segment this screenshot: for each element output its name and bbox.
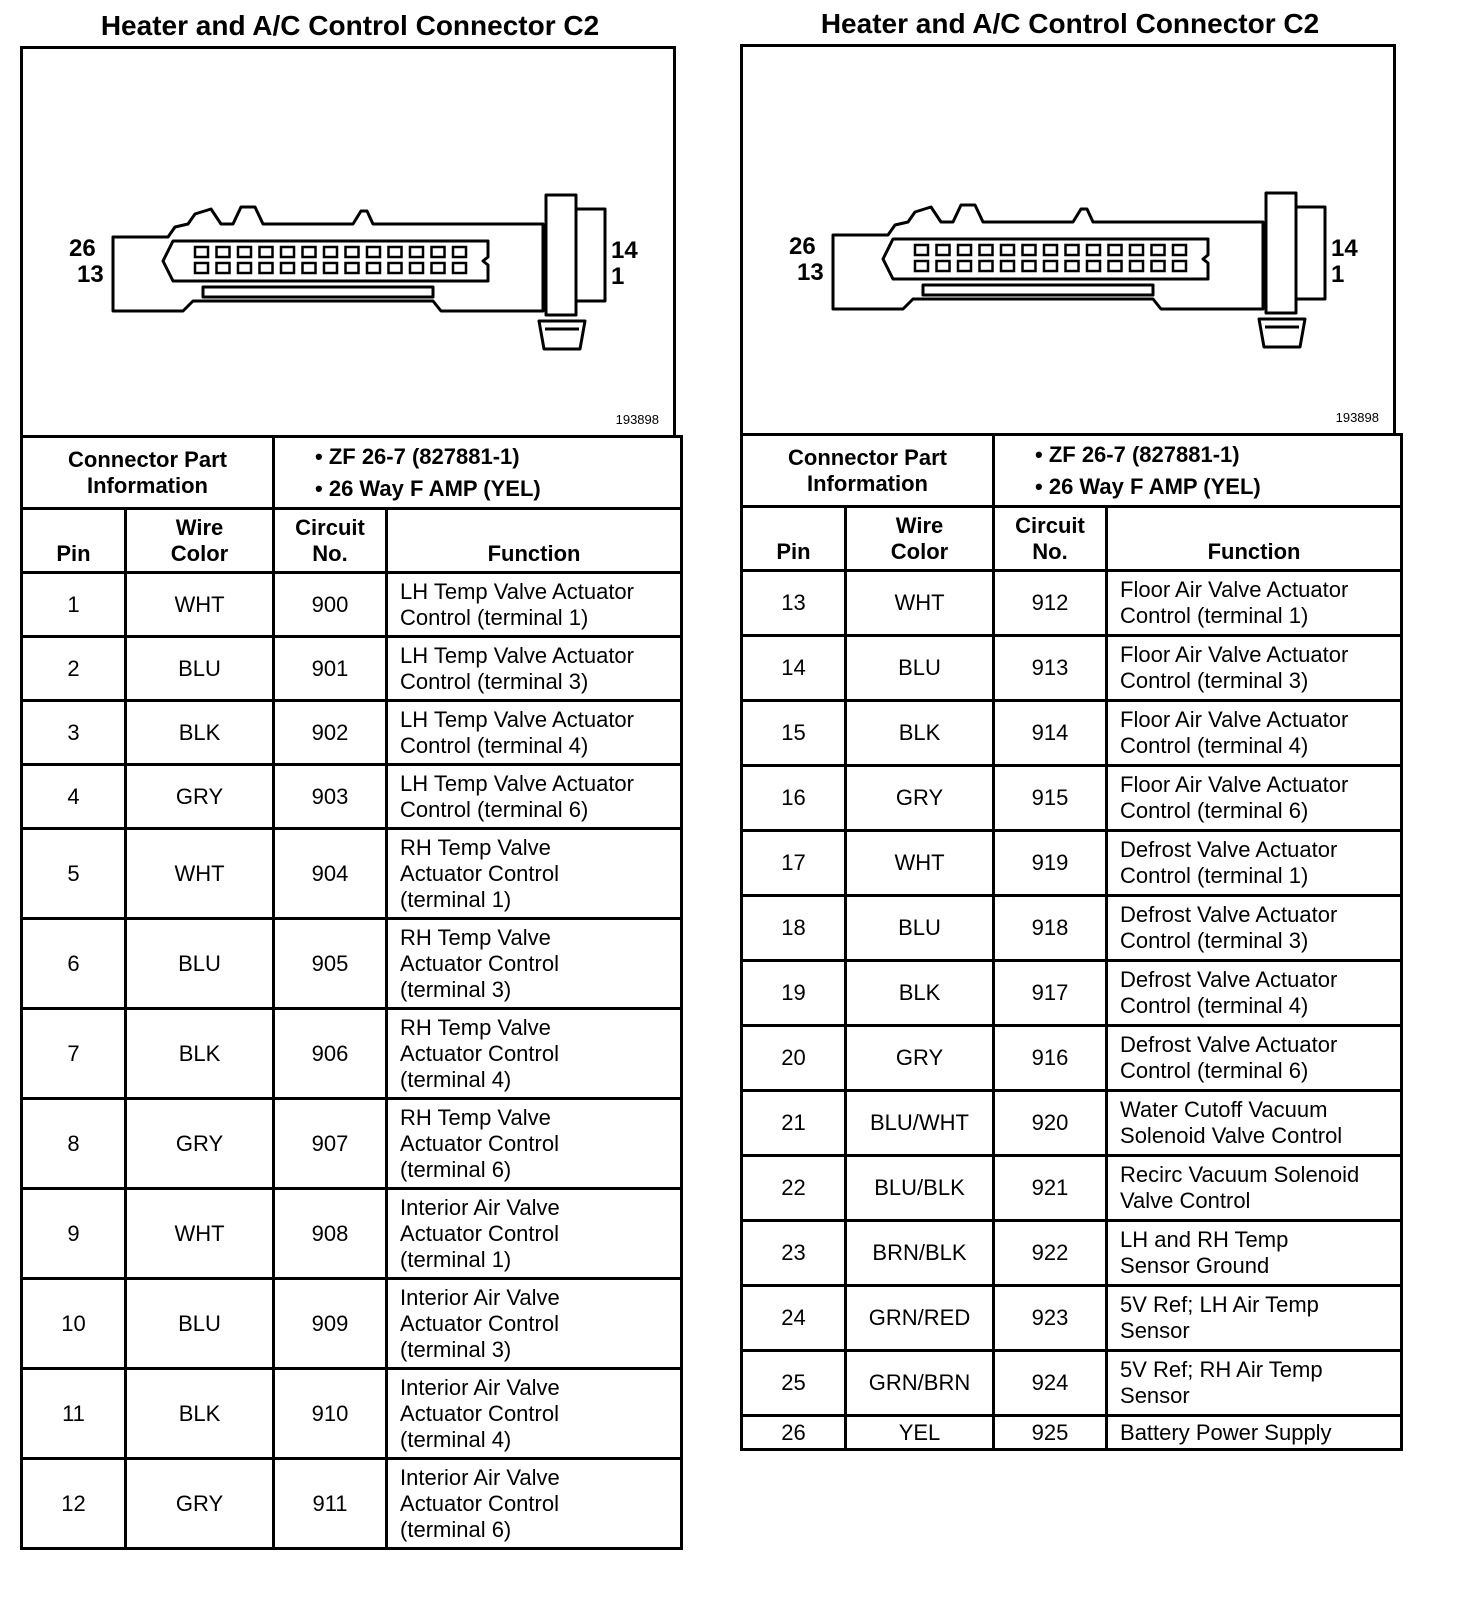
function-cell: LH Temp Valve Actuator Control (terminal 4) [387, 701, 682, 765]
pin-cavity [1087, 245, 1100, 255]
table-row [742, 701, 1402, 766]
pin-cavity [389, 247, 402, 257]
function-cell: Defrost Valve Actuator Control (terminal 6) [1107, 1026, 1402, 1091]
table-row [22, 1099, 682, 1189]
pin-cavity [937, 261, 950, 271]
pin-cavity [453, 263, 466, 273]
function-cell: RH Temp Valve Actuator Control (terminal 3) [387, 919, 682, 1009]
table-row [22, 765, 682, 829]
pin-cavity [195, 247, 208, 257]
pin-cavity [1109, 245, 1122, 255]
circuit-cell: 900 [274, 573, 387, 637]
pin-cavity [1087, 261, 1100, 271]
circuit-cell: 921 [994, 1156, 1107, 1221]
wire-color-cell: WHT [126, 573, 274, 637]
header-wire-color: Wire Color [126, 509, 274, 573]
header-circuit: Circuit No. [274, 509, 387, 573]
circuit-cell: 917 [994, 961, 1107, 1026]
pin-cavity [303, 247, 316, 257]
pin-cell: 18 [742, 896, 846, 961]
figure-code: 193898 [615, 412, 659, 427]
pin-cavity [281, 263, 294, 273]
pinout-table [740, 433, 1403, 1451]
pin-cavity [1023, 245, 1036, 255]
pin-cavity [389, 263, 402, 273]
table-row [742, 831, 1402, 896]
connector-figure [740, 44, 1396, 436]
pin-cell: 20 [742, 1026, 846, 1091]
pin-cell: 7 [22, 1009, 126, 1099]
function-cell: Floor Air Valve Actuator Control (terminal 4) [1107, 701, 1402, 766]
left-panel [20, 0, 680, 1560]
circuit-cell: 903 [274, 765, 387, 829]
circuit-cell: 924 [994, 1351, 1107, 1416]
pin-cavity [367, 247, 380, 257]
function-cell: Water Cutoff Vacuum Solenoid Valve Control [1107, 1091, 1402, 1156]
function-cell: Floor Air Valve Actuator Control (terminal 6) [1107, 766, 1402, 831]
pin-cavity [238, 263, 251, 273]
wire-color-cell: GRN/RED [846, 1286, 994, 1351]
pin-label-26: 26 [789, 233, 816, 260]
header-function: Function [387, 509, 682, 573]
wire-color-cell: BLK [846, 961, 994, 1026]
pin-cell: 24 [742, 1286, 846, 1351]
circuit-cell: 905 [274, 919, 387, 1009]
table-row [742, 571, 1402, 636]
wire-color-cell: GRY [846, 1026, 994, 1091]
table-row [22, 1009, 682, 1099]
wire-color-cell: BLU [126, 919, 274, 1009]
pin-cavity [1066, 261, 1079, 271]
function-cell: Interior Air Valve Actuator Control (terminal 6) [387, 1459, 682, 1549]
pin-cell: 12 [22, 1459, 126, 1549]
pin-cavity [980, 261, 993, 271]
pin-cavity [410, 247, 423, 257]
pin-label-13: 13 [77, 261, 104, 288]
wire-color-cell: BLU [846, 896, 994, 961]
table-row [22, 701, 682, 765]
circuit-cell: 911 [274, 1459, 387, 1549]
pin-cell: 6 [22, 919, 126, 1009]
pin-cell: 10 [22, 1279, 126, 1369]
circuit-cell: 910 [274, 1369, 387, 1459]
circuit-cell: 901 [274, 637, 387, 701]
circuit-cell: 902 [274, 701, 387, 765]
connector-info-value: • ZF 26-7 (827881-1) • 26 Way F AMP (YEL) [994, 435, 1402, 507]
table-row [742, 1286, 1402, 1351]
pin-cavity [238, 247, 251, 257]
circuit-cell: 915 [994, 766, 1107, 831]
circuit-cell: 907 [274, 1099, 387, 1189]
pin-cavity [1044, 245, 1057, 255]
wire-color-cell: GRY [846, 766, 994, 831]
pin-cavity [303, 263, 316, 273]
table-row [742, 766, 1402, 831]
pin-cavity [260, 263, 273, 273]
pin-cell: 21 [742, 1091, 846, 1156]
pin-label-13: 13 [797, 259, 824, 286]
function-cell: LH and RH Temp Sensor Ground [1107, 1221, 1402, 1286]
circuit-cell: 909 [274, 1279, 387, 1369]
pin-cell: 22 [742, 1156, 846, 1221]
wire-color-cell: GRN/BRN [846, 1351, 994, 1416]
pin-cell: 3 [22, 701, 126, 765]
pinout-table [20, 435, 683, 1550]
pin-cavity [217, 263, 230, 273]
table-row [742, 961, 1402, 1026]
pin-cell: 13 [742, 571, 846, 636]
pin-cell: 14 [742, 636, 846, 701]
page-title: Heater and A/C Control Connector C2 [100, 10, 600, 41]
function-cell: Floor Air Valve Actuator Control (terminal 1) [1107, 571, 1402, 636]
function-cell: Interior Air Valve Actuator Control (terminal 3) [387, 1279, 682, 1369]
right-panel [740, 0, 1400, 1470]
pin-cavity [1023, 261, 1036, 271]
pin-cell: 1 [22, 573, 126, 637]
function-cell: 5V Ref; RH Air Temp Sensor [1107, 1351, 1402, 1416]
table-row [742, 896, 1402, 961]
pin-cell: 19 [742, 961, 846, 1026]
pin-cavity [367, 263, 380, 273]
pin-cavity [1001, 261, 1014, 271]
pin-cavity [432, 263, 445, 273]
header-function: Function [1107, 507, 1402, 571]
table-row [22, 1459, 682, 1549]
function-cell: Interior Air Valve Actuator Control (terminal 1) [387, 1189, 682, 1279]
pin-label-1: 1 [611, 263, 625, 290]
circuit-cell: 906 [274, 1009, 387, 1099]
pin-cavity [937, 245, 950, 255]
header-pin: Pin [22, 509, 126, 573]
connector-figure [20, 46, 676, 438]
table-row [742, 636, 1402, 701]
wire-color-cell: WHT [846, 571, 994, 636]
table-row [22, 919, 682, 1009]
pin-cell: 25 [742, 1351, 846, 1416]
pin-cavity [958, 261, 971, 271]
circuit-cell: 914 [994, 701, 1107, 766]
pin-label-14: 14 [1331, 235, 1358, 262]
wire-color-cell: BLK [126, 701, 274, 765]
wire-color-cell: BLK [846, 701, 994, 766]
function-cell: 5V Ref; LH Air Temp Sensor [1107, 1286, 1402, 1351]
pin-cavity [324, 247, 337, 257]
pin-cavity [1173, 245, 1186, 255]
page-title: Heater and A/C Control Connector C2 [820, 8, 1320, 39]
circuit-cell: 904 [274, 829, 387, 919]
table-row [22, 1189, 682, 1279]
wire-color-cell: WHT [846, 831, 994, 896]
function-cell: RH Temp Valve Actuator Control (terminal 1) [387, 829, 682, 919]
pin-label-26: 26 [69, 235, 96, 262]
connector-drawing [743, 47, 1393, 433]
figure-code: 193898 [1335, 410, 1379, 425]
function-cell: Defrost Valve Actuator Control (terminal 3) [1107, 896, 1402, 961]
circuit-cell: 919 [994, 831, 1107, 896]
circuit-cell: 912 [994, 571, 1107, 636]
table-row [22, 1369, 682, 1459]
circuit-cell: 925 [994, 1416, 1107, 1450]
circuit-cell: 908 [274, 1189, 387, 1279]
wire-color-cell: BLU [126, 637, 274, 701]
wire-color-cell: GRY [126, 1459, 274, 1549]
pin-cavity [453, 247, 466, 257]
wire-color-cell: BLU/BLK [846, 1156, 994, 1221]
header-wire-color: Wire Color [846, 507, 994, 571]
wire-color-cell: BRN/BLK [846, 1221, 994, 1286]
function-cell: Recirc Vacuum Solenoid Valve Control [1107, 1156, 1402, 1221]
table-row [742, 1416, 1402, 1450]
function-cell: Defrost Valve Actuator Control (terminal 1) [1107, 831, 1402, 896]
pin-cell: 4 [22, 765, 126, 829]
table-row [22, 829, 682, 919]
pin-cell: 9 [22, 1189, 126, 1279]
function-cell: Interior Air Valve Actuator Control (terminal 4) [387, 1369, 682, 1459]
connector-info-value: • ZF 26-7 (827881-1) • 26 Way F AMP (YEL) [274, 437, 682, 509]
pin-label-14: 14 [611, 237, 638, 264]
table-row [22, 637, 682, 701]
pin-cavity [1152, 245, 1165, 255]
circuit-cell: 920 [994, 1091, 1107, 1156]
function-cell: Battery Power Supply [1107, 1416, 1402, 1450]
pin-cavity [260, 247, 273, 257]
pin-cell: 2 [22, 637, 126, 701]
pin-cavity [281, 247, 294, 257]
wire-color-cell: GRY [126, 765, 274, 829]
function-cell: RH Temp Valve Actuator Control (terminal 6) [387, 1099, 682, 1189]
pin-cell: 15 [742, 701, 846, 766]
circuit-cell: 923 [994, 1286, 1107, 1351]
pin-cell: 11 [22, 1369, 126, 1459]
pin-cavity [1001, 245, 1014, 255]
pin-cavity [410, 263, 423, 273]
table-row [742, 1351, 1402, 1416]
function-cell: LH Temp Valve Actuator Control (terminal 3) [387, 637, 682, 701]
circuit-cell: 922 [994, 1221, 1107, 1286]
pin-cavity [1173, 261, 1186, 271]
pin-cell: 26 [742, 1416, 846, 1450]
header-pin: Pin [742, 507, 846, 571]
pin-cavity [346, 247, 359, 257]
function-cell: LH Temp Valve Actuator Control (terminal 6) [387, 765, 682, 829]
circuit-cell: 916 [994, 1026, 1107, 1091]
pin-cavity [324, 263, 337, 273]
function-cell: Defrost Valve Actuator Control (terminal 4) [1107, 961, 1402, 1026]
table-row [22, 573, 682, 637]
header-circuit: Circuit No. [994, 507, 1107, 571]
wire-color-cell: BLK [126, 1369, 274, 1459]
pin-cavity [1130, 245, 1143, 255]
pin-cavity [217, 247, 230, 257]
pin-cavity [1044, 261, 1057, 271]
pin-cell: 5 [22, 829, 126, 919]
wire-color-cell: GRY [126, 1099, 274, 1189]
pin-cavity [1130, 261, 1143, 271]
pin-cavity [915, 261, 928, 271]
wire-color-cell: WHT [126, 829, 274, 919]
wire-color-cell: BLU/WHT [846, 1091, 994, 1156]
table-row [742, 1091, 1402, 1156]
pin-cavity [1066, 245, 1079, 255]
pin-cavity [980, 245, 993, 255]
circuit-cell: 918 [994, 896, 1107, 961]
function-cell: Floor Air Valve Actuator Control (terminal 3) [1107, 636, 1402, 701]
pin-cavity [195, 263, 208, 273]
function-cell: RH Temp Valve Actuator Control (terminal 4) [387, 1009, 682, 1099]
circuit-cell: 913 [994, 636, 1107, 701]
wire-color-cell: WHT [126, 1189, 274, 1279]
pin-cavity [1152, 261, 1165, 271]
table-row [742, 1221, 1402, 1286]
pin-cavity [1109, 261, 1122, 271]
pin-cavity [915, 245, 928, 255]
pin-cavity [346, 263, 359, 273]
connector-info-label: Connector Part Information [22, 437, 274, 509]
table-row [742, 1156, 1402, 1221]
pin-cell: 16 [742, 766, 846, 831]
pin-cell: 23 [742, 1221, 846, 1286]
connector-info-label: Connector Part Information [742, 435, 994, 507]
wire-color-cell: BLU [846, 636, 994, 701]
wire-color-cell: BLU [126, 1279, 274, 1369]
table-row [742, 1026, 1402, 1091]
pin-label-1: 1 [1331, 261, 1345, 288]
wire-color-cell: BLK [126, 1009, 274, 1099]
pin-cell: 8 [22, 1099, 126, 1189]
pin-cavity [432, 247, 445, 257]
wire-color-cell: YEL [846, 1416, 994, 1450]
function-cell: LH Temp Valve Actuator Control (terminal 1) [387, 573, 682, 637]
pin-cell: 17 [742, 831, 846, 896]
connector-drawing [23, 49, 673, 435]
pin-cavity [958, 245, 971, 255]
table-row [22, 1279, 682, 1369]
